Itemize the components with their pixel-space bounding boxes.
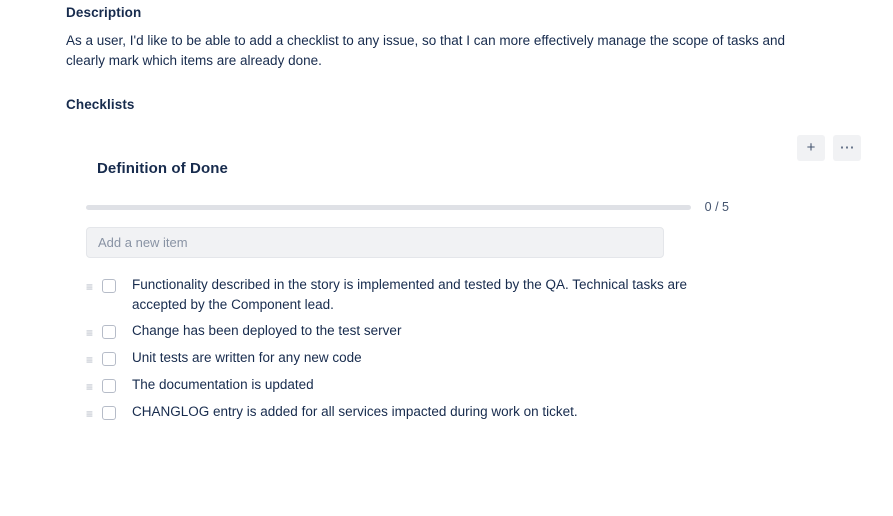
progress-track <box>86 205 691 210</box>
checklist-item-checkbox[interactable] <box>102 279 116 293</box>
add-checklist-item-input[interactable] <box>86 227 664 258</box>
drag-handle-icon[interactable]: ≡ <box>86 353 94 367</box>
checklist-item <box>86 372 853 399</box>
checklist-item-checkbox[interactable] <box>102 406 116 420</box>
checklist-more-options-button[interactable]: ⋯ <box>833 135 861 161</box>
drag-handle-icon[interactable]: ≡ <box>86 326 94 340</box>
description-text: As a user, I'd like to be able to add a checklist to any issue, so that I can more effectively manage the scope of tasks and clearly mark which items are already done. <box>66 33 785 68</box>
checklist-item-label: Unit tests are written for any new code <box>132 350 362 365</box>
checklist-progress <box>86 200 729 214</box>
checklists-heading: Checklists <box>66 97 135 112</box>
checklist-item <box>86 318 853 345</box>
checklist-toolbar <box>797 135 861 161</box>
checklist-title[interactable]: Definition of Done <box>97 160 228 177</box>
drag-handle-icon[interactable]: ≡ <box>86 280 94 294</box>
description-heading: Description <box>66 5 142 20</box>
checklist-items <box>86 272 853 426</box>
checklist-item-checkbox[interactable] <box>102 379 116 393</box>
checklist-item-label: Change has been deployed to the test server <box>132 323 402 338</box>
drag-handle-icon[interactable]: ≡ <box>86 407 94 421</box>
drag-handle-icon[interactable]: ≡ <box>86 380 94 394</box>
checklist-item-checkbox[interactable] <box>102 325 116 339</box>
progress-count-label: 0 / 5 <box>704 200 729 214</box>
checklist-item <box>86 272 853 318</box>
add-checklist-button[interactable]: + <box>797 135 825 161</box>
checklist-item-label: Functionality described in the story is implemented and tested by the QA. Technical tasks are accepted by the Component lead. <box>132 277 688 312</box>
checklist <box>66 160 853 426</box>
checklist-item-label: CHANGLOG entry is added for all services impacted during work on ticket. <box>132 404 578 419</box>
checklist-item-checkbox[interactable] <box>102 352 116 366</box>
checklist-item-label: The documentation is updated <box>132 377 314 392</box>
checklist-item <box>86 345 853 372</box>
checklist-item <box>86 399 853 426</box>
